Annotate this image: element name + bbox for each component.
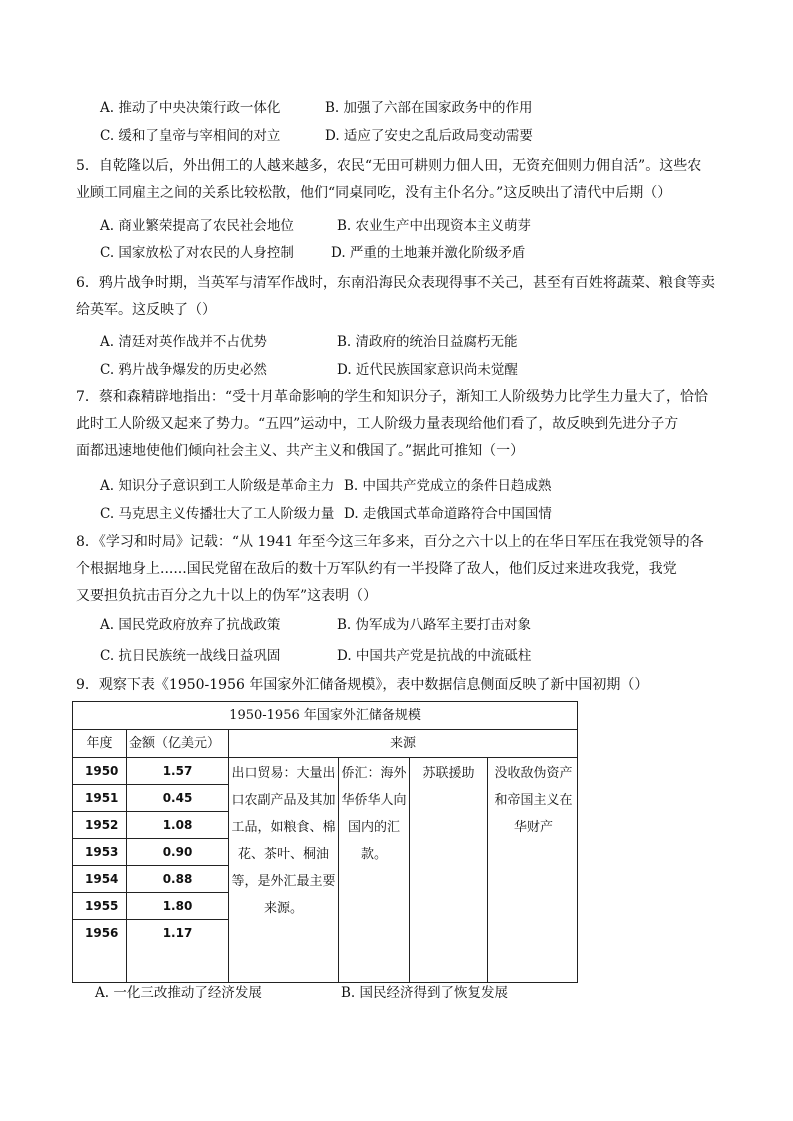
q4-option-b: B. 加强了六部在国家政务中的作用 [325, 100, 533, 116]
q8-option-c: C. 抗日民族统一战线日益巩固 [100, 648, 281, 664]
q6-option-d: D. 近代民族国家意识尚未觉醒 [337, 362, 518, 378]
q8-option-b: B. 伪军成为八路军主要打击对象 [337, 617, 532, 633]
q7-option-a: A. 知识分子意识到工人阶级是革命主力 [100, 478, 335, 494]
q8-stem-line1: 8．《学习和时局》记载：“从 1941 年至今这三年多来，百分之六十以上的在华日军压在我党领导的各 [76, 534, 704, 550]
q8-stem-line3: 又要担负抗击百分之九十以上的伪军”这表明（） [76, 588, 378, 604]
amount-cell: 0.88 [127, 866, 229, 893]
q8-stem-line2: 个根据地身上......国民党留在敌后的数十万军队约有一半投降了敌人，他们反过来进攻我党，我党 [76, 561, 677, 577]
q5-stem-line2: 业顾工同雇主之间的关系比较松散，他们“同桌同吃，没有主仆名分。”这反映出了清代中后期（） [76, 185, 672, 201]
col-header-source: 来源 [229, 730, 578, 758]
year-cell: 1956 [73, 920, 127, 983]
q4-option-d: D. 适应了安史之乱后政局变动需要 [325, 128, 533, 144]
q8-option-a: A. 国民党政府放弃了抗战政策 [100, 617, 281, 633]
q4-option-a: A. 推动了中央决策行政一体化 [100, 100, 281, 116]
amount-cell: 0.45 [127, 785, 229, 812]
q7-option-b: B. 中国共产党成立的条件日趋成熟 [344, 478, 552, 494]
year-cell: 1953 [73, 839, 127, 866]
source-confiscation: 没收敌伪资产和帝国主义在华财产 [488, 758, 578, 983]
q9-option-a: A. 一化三改推动了经济发展 [95, 985, 262, 1001]
source-export: 出口贸易：大量出 口农副产品及其加工品，如粮食、棉花、茶叶、桐油等，是外汇最主要 来源。 [229, 758, 339, 983]
source-remittance: 侨汇：海外华侨华人向国内的汇款。 [339, 758, 410, 983]
year-cell: 1952 [73, 812, 127, 839]
table-row [73, 758, 578, 785]
amount-cell: 1.17 [127, 920, 229, 983]
year-cell: 1954 [73, 866, 127, 893]
amount-cell: 0.90 [127, 839, 229, 866]
q7-stem-line3: 面都迅速地使他们倾向社会主义、共产主义和俄国了。”据此可推知（一） [76, 443, 525, 459]
q8-option-d: D. 中国共产党是抗战的中流砥柱 [337, 648, 532, 664]
q6-option-c: C. 鸦片战争爆发的历史必然 [100, 362, 267, 378]
q7-option-c: C. 马克思主义传播壮大了工人阶级力量 [100, 506, 335, 522]
year-cell: 1950 [73, 758, 127, 785]
amount-cell: 1.57 [127, 758, 229, 785]
forex-reserve-table [72, 701, 578, 983]
col-header-amount: 金额（亿美元） [127, 730, 229, 758]
amount-cell: 1.80 [127, 893, 229, 920]
q7-stem-line1: 7．蔡和森精辟地指出：“受十月革命影响的学生和知识分子，渐知工人阶级势力比学生力量大了，恰恰 [76, 389, 709, 405]
q4-option-c: C. 缓和了皇帝与宰相间的对立 [100, 128, 281, 144]
q9-stem-line1: 9．观察下表《1950-1956 年国家外汇储备规模》，表中数据信息侧面反映了新中国初期（） [76, 677, 649, 693]
q5-option-c: C. 国家放松了对农民的人身控制 [100, 245, 294, 261]
q5-option-a: A. 商业繁荣提高了农民社会地位 [100, 218, 294, 234]
q5-option-d: D. 严重的土地兼并激化阶级矛盾 [331, 245, 526, 261]
q6-option-a: A. 清廷对英作战并不占优势 [100, 334, 267, 350]
source-soviet-aid: 苏联援助 [410, 758, 488, 983]
year-cell: 1951 [73, 785, 127, 812]
q6-option-b: B. 清政府的统治日益腐朽无能 [337, 334, 518, 350]
amount-cell: 1.08 [127, 812, 229, 839]
table-title: 1950-1956 年国家外汇储备规模 [73, 702, 578, 730]
q7-stem-line2: 此时工人阶级又起来了势力。“五四”运动中，工人阶级力量表现给他们看了，故反映到先进分子方 [76, 416, 679, 432]
q7-option-d: D. 走俄国式革命道路符合中国国情 [344, 506, 552, 522]
q6-stem-line1: 6．鸦片战争时期，当英军与清军作战时，东南沿海民众表现得事不关己，甚至有百姓将蔬菜、粮食等卖 [76, 275, 715, 291]
q5-option-b: B. 农业生产中出现资本主义萌芽 [337, 218, 532, 234]
col-header-year: 年度 [73, 730, 127, 758]
q6-stem-line2: 给英军。这反映了（） [76, 302, 216, 318]
q9-option-b: B. 国民经济得到了恢复发展 [341, 985, 509, 1001]
q5-stem-line1: 5．自乾隆以后，外出佣工的人越来越多，农民“无田可耕则力佃人田，无资充佃则力佣自活”。这些农 [76, 158, 702, 174]
year-cell: 1955 [73, 893, 127, 920]
